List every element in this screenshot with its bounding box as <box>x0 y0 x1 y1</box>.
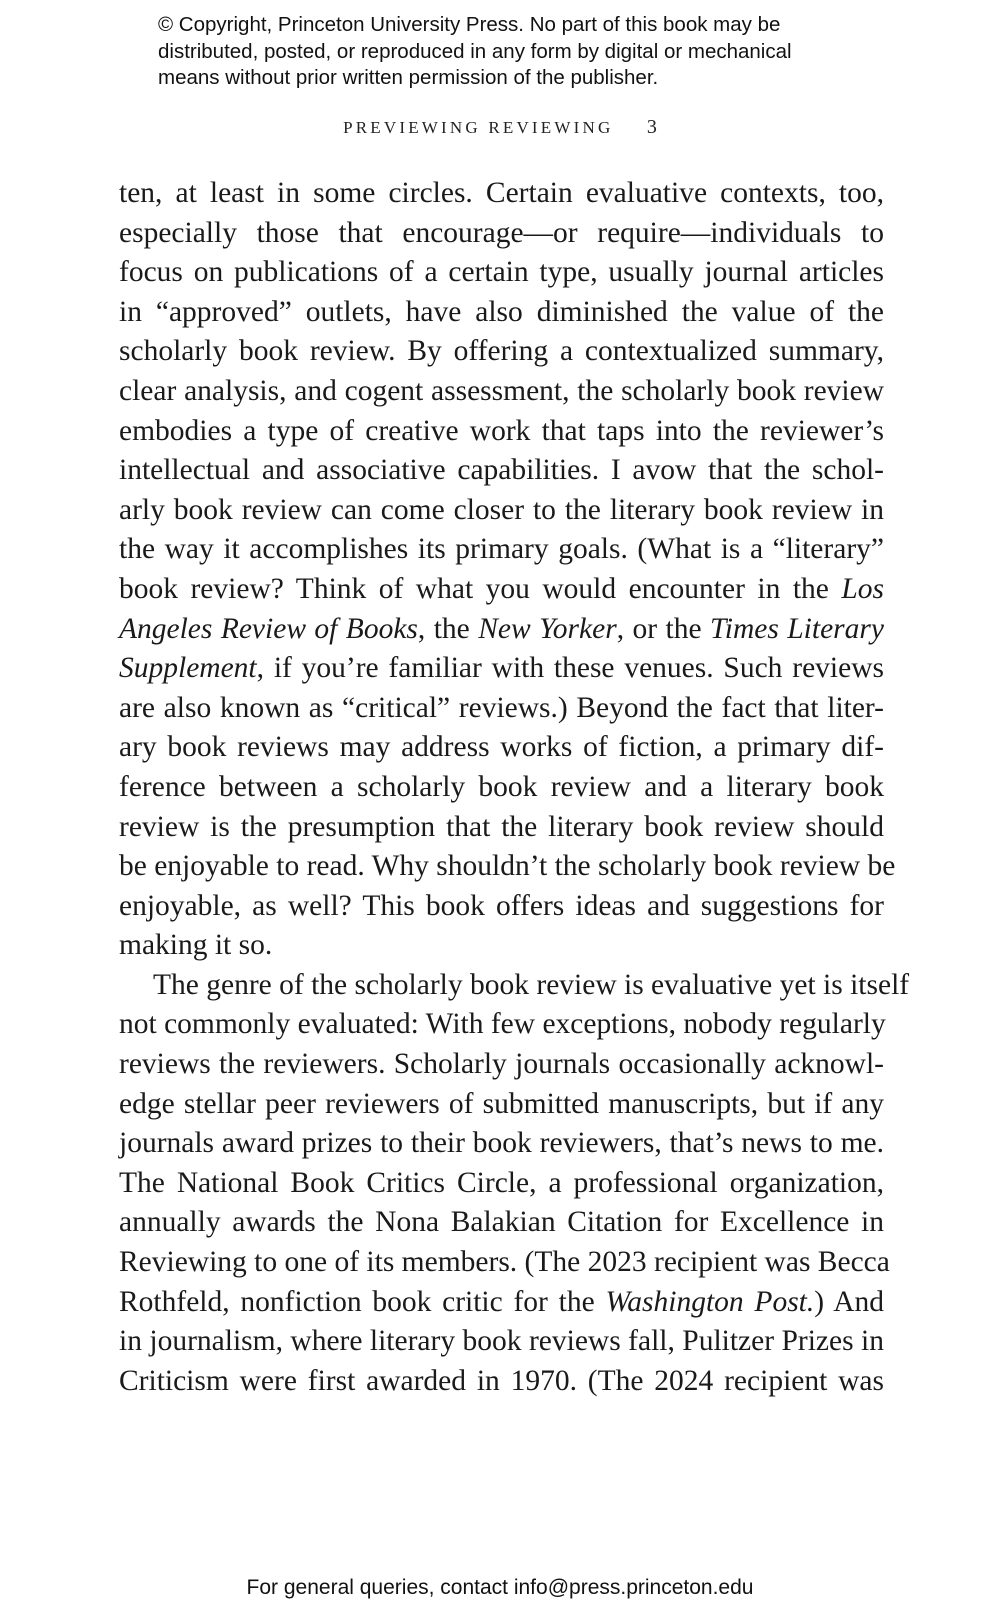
copyright-line: distributed, posted, or reproduced in any form by digital or mechanical <box>158 39 792 63</box>
text-line <box>119 610 884 650</box>
copyright-line: means without prior written permission of the publisher. <box>158 66 659 89</box>
italic-title: Los <box>841 572 884 605</box>
text-line: making it so. <box>119 929 273 962</box>
text-segment: ) And <box>814 1285 885 1318</box>
text-line <box>119 1283 884 1323</box>
italic-title: Supplement <box>119 652 257 685</box>
text-line: in journalism, where literary book reviews fall, Pulitzer Prizes in <box>119 1325 884 1358</box>
text-line: ary book reviews may address works of fiction, a primary dif- <box>119 731 884 764</box>
text-line: review is the presumption that the literary book review should <box>119 810 884 843</box>
italic-title: Angeles Review of Books <box>119 612 418 645</box>
text-line: enjoyable, as well? This book offers ideas and suggestions for <box>119 889 884 922</box>
text-segment: book review? Think of what you would encounter in the <box>119 572 842 605</box>
contact-footer: For general queries, contact info@press.princeton.edu <box>246 1576 754 1599</box>
page-number: 3 <box>646 116 657 138</box>
text-line: The genre of the scholarly book review is evaluative yet is itself <box>153 968 910 1001</box>
text-line: in “approved” outlets, have also diminished the value of the <box>119 295 884 328</box>
text-line: ten, at least in some circles. Certain evaluative contexts, too, <box>119 177 884 209</box>
text-line: are also known as “critical” reviews.) Beyond the fact that liter- <box>119 691 884 724</box>
running-title: PREVIEWING REVIEWING <box>343 118 614 137</box>
text-segment: , or the <box>616 612 710 645</box>
text-line: reviews the reviewers. Scholarly journals occasionally acknowl- <box>119 1048 884 1081</box>
text-line: The National Book Critics Circle, a professional organization, <box>119 1166 884 1199</box>
text-line: ference between a scholarly book review and a literary book <box>119 770 884 803</box>
text-line: Criticism were first awarded in 1970. (The 2024 recipient was <box>119 1364 884 1397</box>
italic-title: Washington Post. <box>605 1285 815 1318</box>
text-segment: Rothfeld, nonfiction book critic for the <box>119 1285 606 1318</box>
text-line: focus on publications of a certain type, usually journal articles <box>119 256 884 289</box>
text-line: clear analysis, and cogent assessment, the scholarly book review <box>119 374 884 407</box>
text-line: edge stellar peer reviewers of submitted manuscripts, but if any <box>119 1087 884 1120</box>
text-segment: , the <box>417 612 479 645</box>
text-line <box>119 649 884 689</box>
body-text <box>119 174 910 1401</box>
text-line: annually awards the Nona Balakian Citation for Excellence in <box>119 1206 884 1239</box>
running-head <box>0 116 1000 139</box>
copyright-notice <box>158 12 878 92</box>
text-line: be enjoyable to read. Why shouldn’t the scholarly book review be <box>119 850 896 883</box>
text-line: scholarly book review. By offering a contextualized summary, <box>119 335 884 368</box>
text-line: not commonly evaluated: With few exceptions, nobody regularly <box>119 1008 886 1041</box>
text-line: embodies a type of creative work that taps into the reviewer’s <box>119 414 884 447</box>
copyright-line: © Copyright, Princeton University Press. No part of this book may be <box>158 13 781 36</box>
italic-title: New Yorker <box>478 612 617 645</box>
text-line: the way it accomplishes its primary goals. (What is a “literary” <box>119 533 884 566</box>
text-line: Reviewing to one of its members. (The 2023 recipient was Becca <box>119 1246 890 1279</box>
text-segment: , if you’re familiar with these venues. Such reviews <box>256 652 884 685</box>
text-line: intellectual and associative capabilities. I avow that the schol- <box>119 454 884 487</box>
italic-title: Times Literary <box>709 612 884 645</box>
text-line: arly book review can come closer to the literary book review in <box>119 493 884 526</box>
text-line <box>119 570 884 610</box>
text-line: journals award prizes to their book reviewers, that’s news to me. <box>119 1127 884 1160</box>
text-line: especially those that encourage—or require—individuals to <box>119 216 884 249</box>
